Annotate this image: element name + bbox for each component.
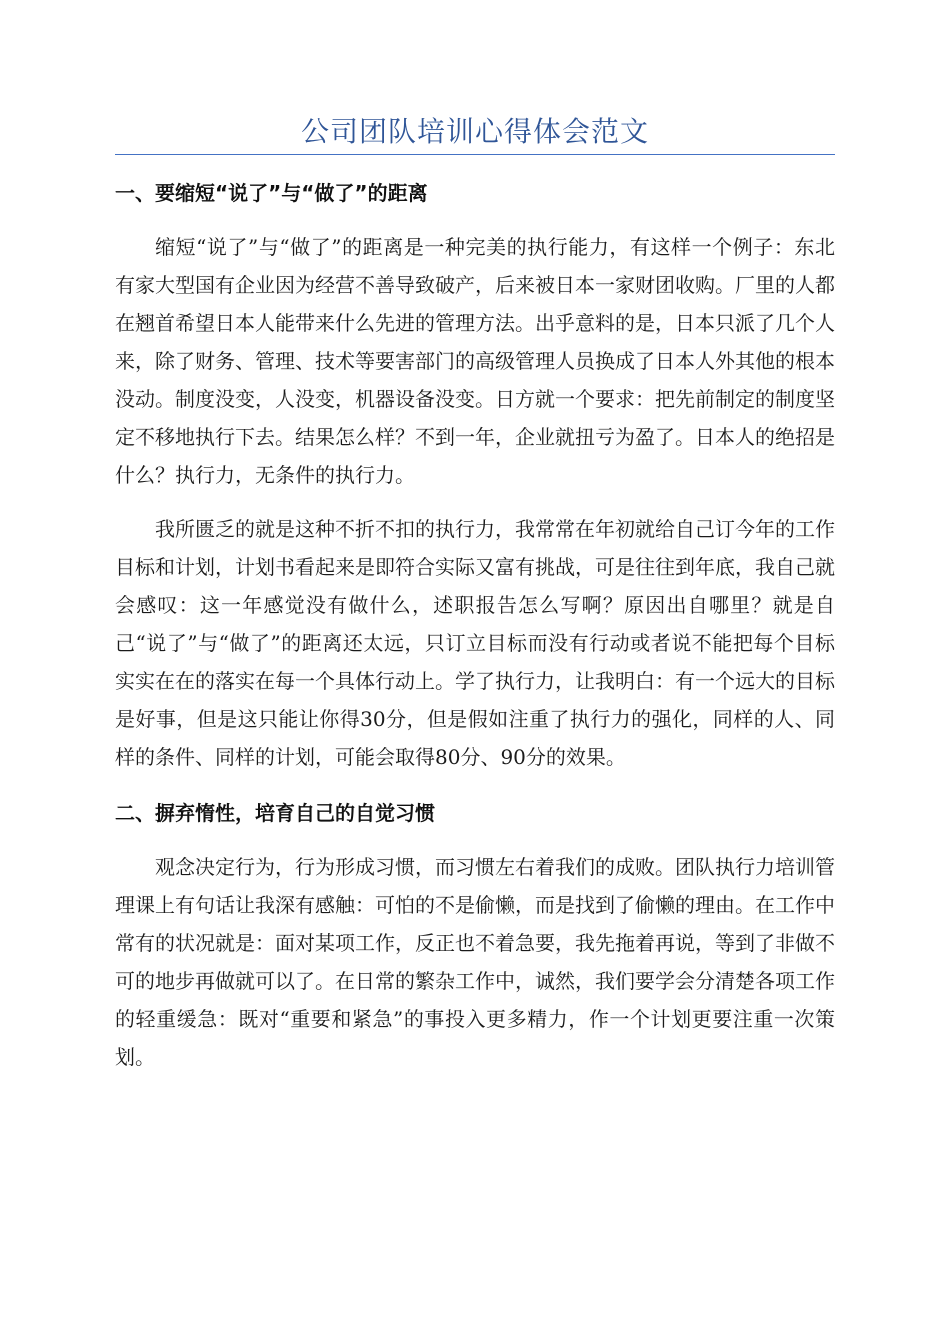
section-heading-2: 二、摒弃惰性，培育自己的自觉习惯 bbox=[115, 801, 435, 825]
section-heading-1: 一、要缩短“说了”与“做了”的距离 bbox=[115, 181, 428, 205]
document-body bbox=[115, 172, 835, 1092]
section-1-paragraph-2: 我所匮乏的就是这种不折不扣的执行力，我常常在年初就给自己订今年的工作目标和计划，计划书看起来是即符合实际又富有挑战，可是往往到年底，我自己就会感叹：这一年感觉没有做什么，述职报告怎么写啊？原因出自哪里？就是自己“说了”与“做了”的距离还太远，只订立目标而没有行动或者说不能把每个目标实实在在的落实在每一个具体行动上。学了执行力，让我明白：有一个远大的目标是好事，但是这只能让你得30分，但是假如注重了执行力的强化，同样的人、同样的条件、同样的计划，可能会取得80分、90分的效果。 bbox=[115, 517, 835, 769]
section-2-paragraph-1: 观念决定行为，行为形成习惯，而习惯左右着我们的成败。团队执行力培训管理课上有句话让我深有感触：可怕的不是偷懒，而是找到了偷懒的理由。在工作中常有的状况就是：面对某项工作，反正也不着急要，我先拖着再说，等到了非做不可的地步再做就可以了。在日常的繁杂工作中，诚然，我们要学会分清楚各项工作的轻重缓急：既对“重要和紧急”的事投入更多精力，作一个计划更要注重一次策划。 bbox=[115, 855, 835, 1069]
section-1-paragraph-1: 缩短“说了”与“做了”的距离是一种完美的执行能力，有这样一个例子：东北有家大型国有企业因为经营不善导致破产，后来被日本一家财团收购。厂里的人都在翘首希望日本人能带来什么先进的管理方法。出乎意料的是，日本只派了几个人来，除了财务、管理、技术等要害部门的高级管理人员换成了日本人外其他的根本没动。制度没变，人没变，机器设备没变。日方就一个要求：把先前制定的制度坚定不移地执行下去。结果怎么样？不到一年，企业就扭亏为盈了。日本人的绝招是什么？执行力，无条件的执行力。 bbox=[115, 235, 835, 487]
document-title: 公司团队培训心得体会范文 bbox=[300, 115, 649, 148]
title-underline bbox=[115, 154, 835, 155]
